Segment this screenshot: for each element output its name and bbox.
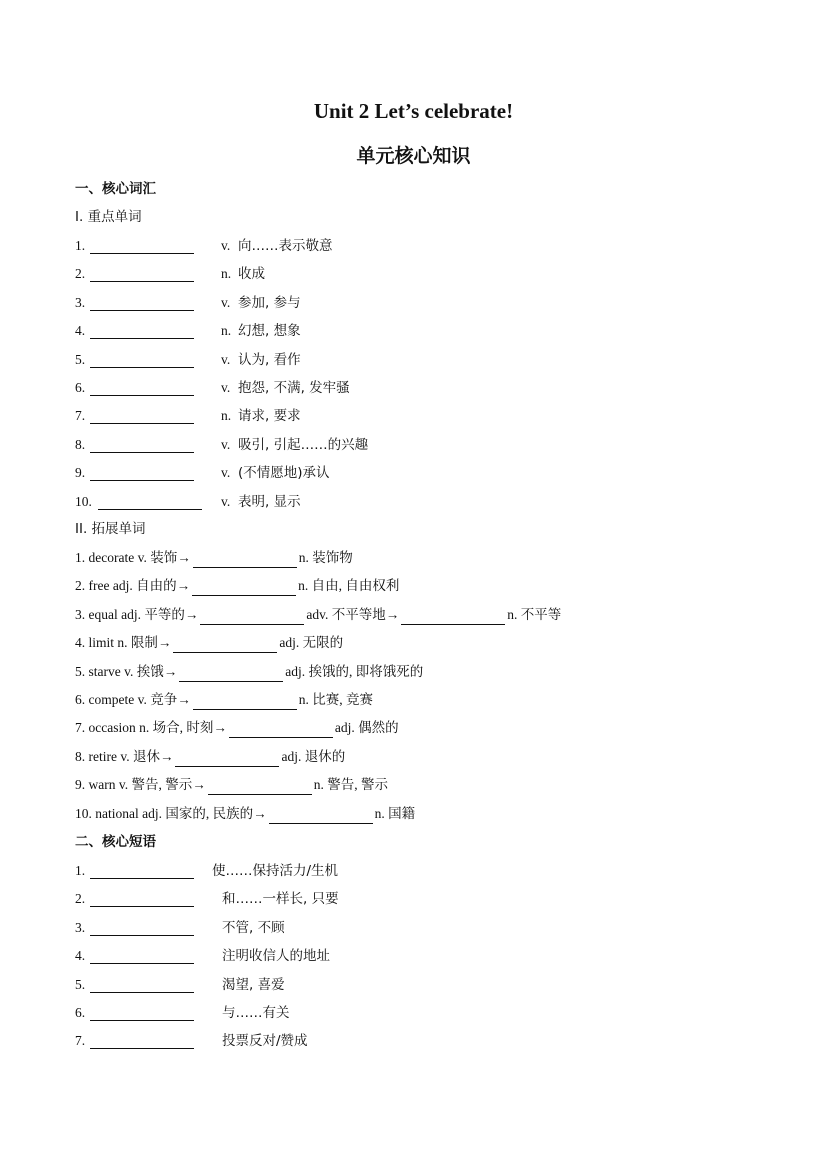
part-of-speech: n. <box>221 266 232 282</box>
part-of-speech: v. <box>221 238 231 253</box>
item-number: 9. <box>75 465 86 481</box>
word-meaning: n. 比赛, 竞赛 <box>298 692 373 707</box>
word-prompt: 4. limit n. 限制→ <box>75 635 172 651</box>
item-number: 5. <box>75 976 86 992</box>
word-meaning: 幻想, 想象 <box>238 323 301 340</box>
vocab-row <box>75 264 775 284</box>
item-number: 10. <box>75 493 92 509</box>
word-meaning: adj. 挨饿的, 即将饿死的 <box>285 663 424 679</box>
phrase-row <box>75 946 775 966</box>
word-meaning: 向……表示敬意 <box>238 238 333 254</box>
answer-blank[interactable] <box>401 610 505 625</box>
answer-blank[interactable] <box>90 892 194 907</box>
extended-word-row <box>75 690 373 710</box>
answer-blank[interactable] <box>90 978 194 993</box>
word-meaning: 参加, 参与 <box>238 294 301 311</box>
item-number: 8. <box>75 436 86 452</box>
extended-word-row <box>75 633 343 653</box>
item-number: 2. <box>75 266 86 282</box>
word-prompt-middle: adv. 不平等地→ <box>306 606 400 622</box>
word-meaning: 请求, 要求 <box>238 408 301 425</box>
phrase-row <box>75 1031 775 1051</box>
phrase-meaning: 渴望, 喜爱 <box>222 976 285 993</box>
word-prompt: 6. compete v. 竞争→ <box>75 692 191 707</box>
part-of-speech: v. <box>221 380 231 395</box>
answer-blank[interactable] <box>90 267 194 282</box>
extended-word-row <box>75 605 561 625</box>
item-number: 1. <box>75 863 86 878</box>
answer-blank[interactable] <box>193 695 297 710</box>
part-of-speech: v. <box>221 493 231 509</box>
item-number: 7. <box>75 408 86 424</box>
answer-blank[interactable] <box>90 239 194 254</box>
answer-blank[interactable] <box>179 667 283 682</box>
extended-word-row <box>75 747 345 767</box>
word-prompt: 8. retire v. 退休→ <box>75 748 174 764</box>
item-number: 4. <box>75 323 86 339</box>
item-number: 6. <box>75 1005 86 1020</box>
vocab-row <box>75 435 775 455</box>
word-prompt: 10. national adj. 国家的, 民族的→ <box>75 805 267 821</box>
section-heading-phrases: 二、核心短语 <box>75 834 156 850</box>
part-of-speech: v. <box>221 436 231 452</box>
word-meaning: 认为, 看作 <box>238 351 301 368</box>
word-meaning: 收成 <box>238 266 265 283</box>
vocab-row <box>75 492 775 512</box>
answer-blank[interactable] <box>90 921 194 936</box>
item-number: 3. <box>75 294 86 310</box>
vocab-row <box>75 350 775 370</box>
word-prompt: 2. free adj. 自由的→ <box>75 578 191 594</box>
word-meaning: 表明, 显示 <box>238 493 301 510</box>
answer-blank[interactable] <box>90 438 194 453</box>
vocab-row <box>75 378 775 398</box>
answer-blank[interactable] <box>90 381 194 396</box>
answer-blank[interactable] <box>90 949 194 964</box>
item-number: 3. <box>75 919 86 935</box>
answer-blank[interactable] <box>90 409 194 424</box>
phrase-row <box>75 889 775 909</box>
answer-blank[interactable] <box>90 1034 194 1049</box>
vocab-row <box>75 321 775 341</box>
word-meaning: adj. 退休的 <box>281 748 346 764</box>
item-number: 2. <box>75 891 86 907</box>
answer-blank[interactable] <box>90 864 194 879</box>
word-meaning: 抱怨, 不满, 发牢骚 <box>238 380 350 396</box>
extended-word-row <box>75 775 388 795</box>
word-meaning: n. 国籍 <box>374 805 416 821</box>
vocab-row <box>75 293 775 313</box>
word-meaning: n. 警告, 警示 <box>313 777 388 793</box>
answer-blank[interactable] <box>192 581 296 596</box>
phrase-meaning: 与……有关 <box>222 1005 290 1021</box>
word-meaning: (不情愿地)承认 <box>238 465 330 482</box>
part-of-speech: v. <box>221 351 231 367</box>
answer-blank[interactable] <box>98 495 202 510</box>
phrase-meaning: 使……保持活力/生机 <box>212 863 339 879</box>
word-meaning: n. 装饰物 <box>298 550 353 565</box>
answer-blank[interactable] <box>229 723 333 738</box>
page-title: Unit 2 Let’s celebrate! <box>313 99 514 123</box>
answer-blank[interactable] <box>175 752 279 767</box>
answer-blank[interactable] <box>208 780 312 795</box>
answer-blank[interactable] <box>90 296 194 311</box>
answer-blank[interactable] <box>90 353 194 368</box>
phrase-row <box>75 975 775 995</box>
extended-word-row <box>75 548 353 568</box>
phrase-meaning: 不管, 不顾 <box>222 919 285 936</box>
extended-word-row <box>75 576 399 596</box>
answer-blank[interactable] <box>269 809 373 824</box>
phrase-row <box>75 861 775 881</box>
item-number: 6. <box>75 380 86 395</box>
phrase-row <box>75 918 775 938</box>
item-number: 4. <box>75 948 86 964</box>
word-meaning: adj. 偶然的 <box>334 720 399 736</box>
phrase-meaning: 注明收信人的地址 <box>222 948 330 965</box>
section-heading-vocabulary: 一、核心词汇 <box>75 181 156 197</box>
page-subtitle: 单元核心知识 <box>356 145 471 167</box>
item-number: 7. <box>75 1033 86 1049</box>
answer-blank[interactable] <box>193 553 297 568</box>
word-prompt: 7. occasion n. 场合, 时刻→ <box>75 720 227 736</box>
extended-word-row <box>75 804 415 824</box>
word-prompt: 3. equal adj. 平等的→ <box>75 606 199 622</box>
phrase-row <box>75 1003 775 1023</box>
word-meaning: n. 不平等 <box>507 606 562 622</box>
answer-blank[interactable] <box>90 1006 194 1021</box>
part-of-speech: n. <box>221 408 232 424</box>
word-prompt: 9. warn v. 警告, 警示→ <box>75 777 206 793</box>
word-meaning: adj. 无限的 <box>279 635 344 651</box>
subsection-heading-extended-words: II. 拓展单词 <box>75 521 146 537</box>
word-prompt: 5. starve v. 挨饿→ <box>75 663 178 679</box>
item-number: 5. <box>75 351 86 367</box>
extended-word-row <box>75 718 399 738</box>
phrase-meaning: 和……一样长, 只要 <box>222 891 339 908</box>
word-prompt: 1. decorate v. 装饰→ <box>75 550 191 565</box>
vocab-row <box>75 406 775 426</box>
answer-blank[interactable] <box>173 638 277 653</box>
phrase-meaning: 投票反对/赞成 <box>222 1033 308 1050</box>
vocab-row <box>75 463 775 483</box>
part-of-speech: v. <box>221 465 231 481</box>
extended-word-row <box>75 662 423 682</box>
part-of-speech: v. <box>221 294 231 310</box>
answer-blank[interactable] <box>90 324 194 339</box>
part-of-speech: n. <box>221 323 232 339</box>
vocab-row <box>75 236 775 256</box>
answer-blank[interactable] <box>200 610 304 625</box>
item-number: 1. <box>75 238 86 253</box>
word-meaning: n. 自由, 自由权利 <box>298 578 400 594</box>
word-meaning: 吸引, 引起……的兴趣 <box>238 436 369 453</box>
answer-blank[interactable] <box>90 466 194 481</box>
subsection-heading-key-words: I. 重点单词 <box>75 209 142 225</box>
